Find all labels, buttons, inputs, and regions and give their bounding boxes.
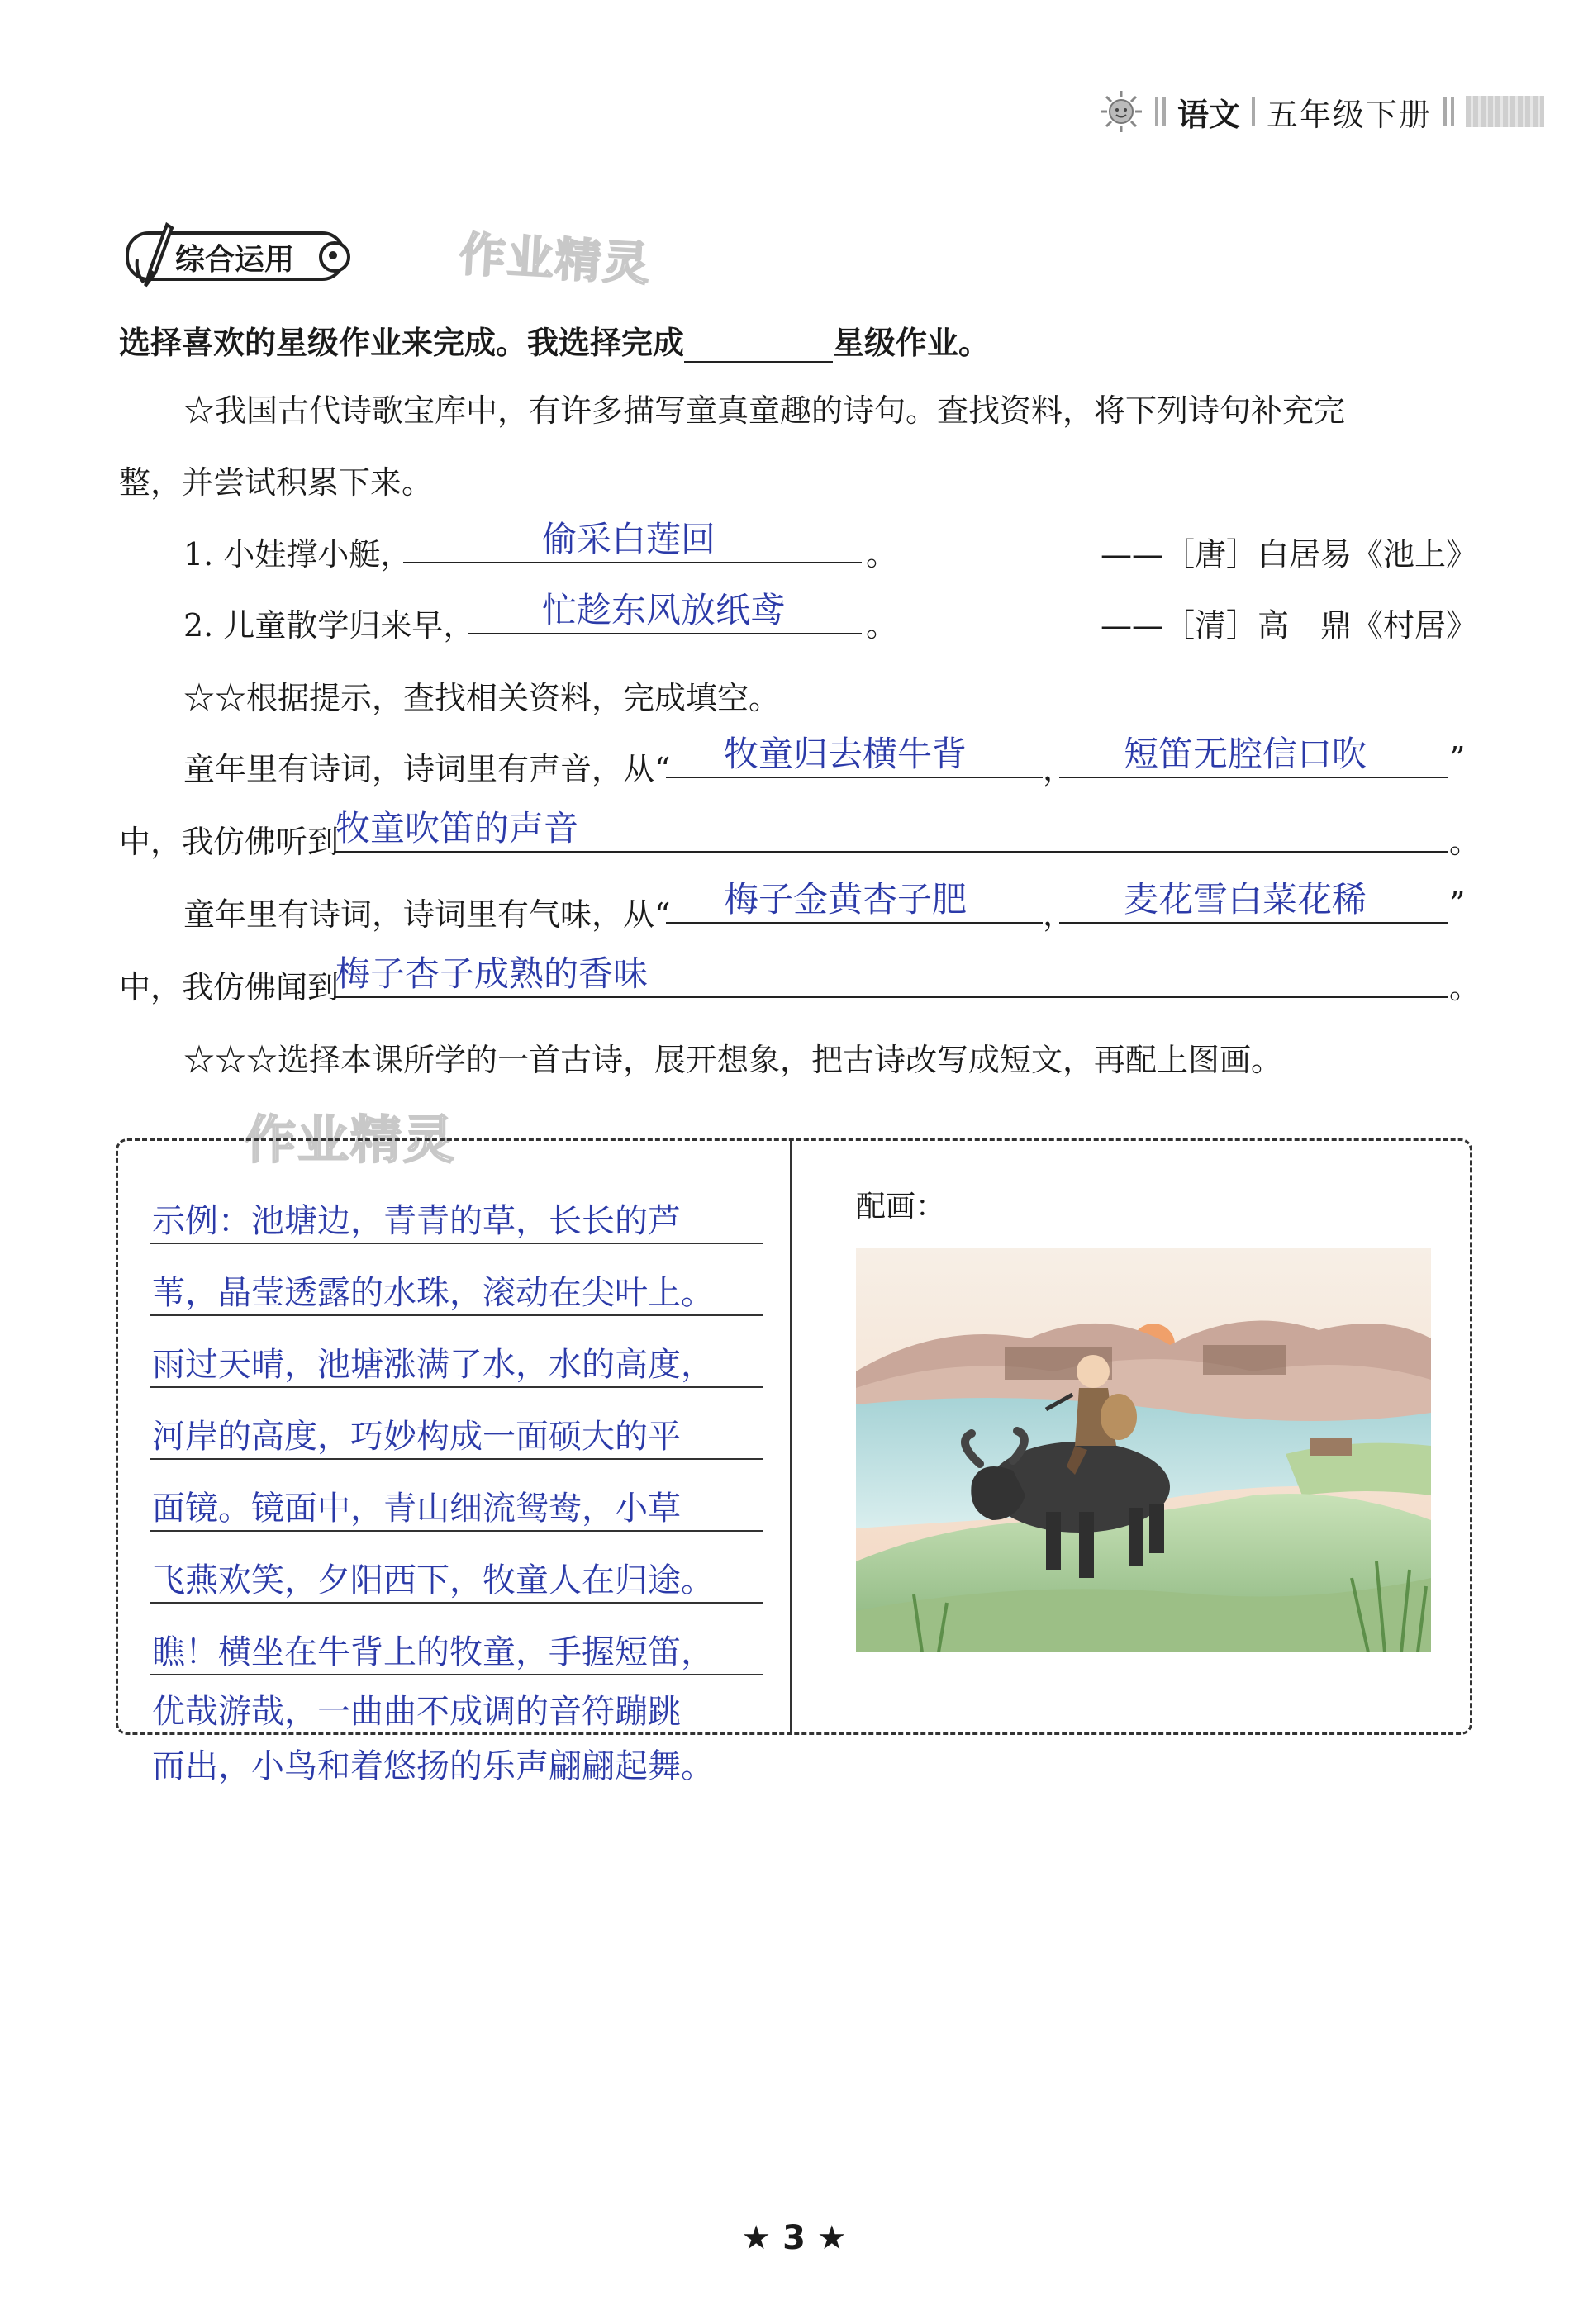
poem-prefix: 1. 小娃撑小艇，: [183, 536, 412, 573]
poem-source: ——［清］高 鼎《村居》: [1101, 607, 1478, 644]
intro-line: [119, 317, 990, 363]
watermark: 作业精灵: [458, 227, 653, 292]
fill-sep: ，: [1043, 751, 1075, 787]
fill-sep: ，: [1043, 896, 1075, 933]
fill-end: 。: [1449, 969, 1481, 1005]
poem-item-1: [183, 529, 411, 574]
section-tag: [117, 221, 357, 286]
header-decoration: [1466, 96, 1544, 127]
essay-text-line: 优哉游哉，一曲曲不成调的音符蹦跳: [152, 1693, 681, 1731]
answer-text: 偷采白莲回: [542, 519, 716, 559]
essay-text-line: 河岸的高度，巧妙构成一面硕大的平: [152, 1418, 681, 1456]
essay-text-line: 示例：池塘边，青青的草，长长的芦: [152, 1202, 681, 1240]
header-divider: [1155, 97, 1166, 126]
essay-text-line: 飞燕欢笑，夕阳西下，牧童人在归途。: [152, 1561, 714, 1599]
task2-title: ☆☆根据提示，查找相关资料，完成填空。: [183, 680, 781, 716]
fill-close: ”: [1449, 886, 1466, 922]
answer-text: 梅子金黄杏子肥: [724, 879, 968, 920]
box-divider: [790, 1138, 792, 1732]
poem-end: 。: [866, 536, 898, 573]
task1-line1: ☆我国古代诗歌宝库中，有许多描写童真童趣的诗句。查找资料，将下列诗句补充完: [183, 392, 1346, 429]
answer-blank[interactable]: [334, 808, 1448, 853]
page-number: ★ 3 ★: [741, 2219, 847, 2257]
watermark: 作业精灵: [245, 1110, 457, 1170]
section-title: 综合运用: [175, 243, 295, 277]
poem-end: 。: [866, 607, 898, 644]
answer-text: 牧童归去横牛背: [724, 734, 968, 774]
answer-blank[interactable]: [334, 953, 1448, 998]
poem-item-2: [183, 600, 474, 645]
essay-text-line: 面镜。镜面中，青山细流鸳鸯，小草: [152, 1490, 681, 1528]
essay-text-line: 瞧！横坐在牛背上的牧童，手握短笛，: [152, 1633, 714, 1671]
pencil-icon: [134, 221, 174, 289]
poem-source: ——［唐］白居易《池上》: [1101, 536, 1478, 573]
answer-blank[interactable]: [666, 879, 1043, 924]
header-divider: [1252, 97, 1255, 126]
poem-prefix: 2. 儿童散学归来早，: [183, 607, 475, 644]
herd-boy-illustration: [856, 1248, 1431, 1652]
grade-label: 五年级下册: [1267, 96, 1433, 133]
fill-lead2: 中，我仿佛听到: [119, 824, 340, 860]
fill-end: 。: [1449, 824, 1481, 860]
task1-line2: 整，并尝试积累下来。: [119, 464, 434, 501]
answer-blank[interactable]: [1059, 734, 1448, 778]
fill-lead2: 中，我仿佛闻到: [119, 969, 340, 1005]
answer-text: 梅子杏子成熟的香味: [335, 953, 649, 994]
intro-prefix: 选择喜欢的星级作业来完成。我选择完成: [119, 325, 685, 361]
answer-text: 牧童吹笛的声音: [335, 808, 579, 848]
essay-text-line: 苇，晶莹透露的水珠，滚动在尖叶上。: [152, 1274, 714, 1312]
fill-close: ”: [1449, 740, 1466, 777]
essay-text-line: 而出，小鸟和着悠扬的乐声翩翩起舞。: [152, 1747, 714, 1785]
page-header: [1099, 83, 1544, 140]
task3-title: ☆☆☆选择本课所学的一首古诗，展开想象，把古诗改写成短文，再配上图画。: [183, 1042, 1283, 1078]
answer-blank[interactable]: [403, 519, 862, 563]
essay-text-line: 雨过天晴，池塘涨满了水，水的高度，: [152, 1346, 714, 1384]
intro-suffix: 星级作业。: [833, 325, 991, 361]
answer-blank[interactable]: [468, 590, 862, 634]
header-divider: [1443, 97, 1454, 126]
fill-lead: 童年里有诗词，诗词里有气味，从“: [183, 896, 671, 933]
picture-label: 配画：: [856, 1190, 946, 1224]
answer-text: 短笛无腔信口吹: [1124, 734, 1367, 774]
answer-blank[interactable]: [1059, 879, 1448, 924]
answer-text: 忙趁东风放纸鸢: [542, 590, 786, 630]
subject-label: 语文: [1177, 96, 1241, 133]
fill-lead: 童年里有诗词，诗词里有声音，从“: [183, 751, 671, 787]
star-choice-blank[interactable]: [684, 331, 833, 363]
sun-icon: [1099, 89, 1143, 134]
ring-icon: [319, 241, 350, 273]
answer-text: 麦花雪白菜花稀: [1124, 879, 1367, 920]
answer-blank[interactable]: [666, 734, 1043, 778]
